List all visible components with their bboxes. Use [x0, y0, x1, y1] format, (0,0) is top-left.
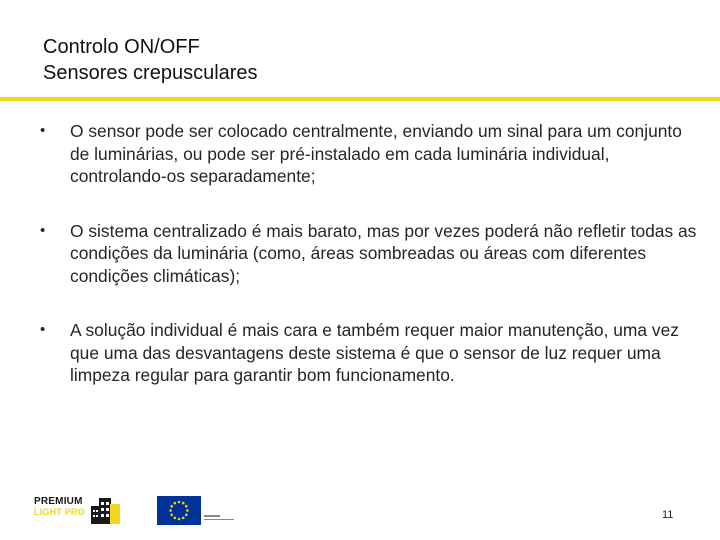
bullet-item	[30, 220, 700, 288]
eu-funding-logo	[157, 496, 235, 525]
title-divider	[0, 97, 720, 101]
bullet-marker: •	[40, 321, 46, 338]
bullet-text: O sistema centralizado é mais barato, mas por vezes poderá não refletir todas as condições da luminária (como, áreas sombreadas ou áreas com diferentes condições climáticas);	[70, 220, 697, 286]
title-line-1: Controlo ON/OFF	[43, 36, 200, 58]
building-icon	[89, 494, 123, 526]
bullet-marker: •	[40, 122, 46, 139]
bullet-text: O sensor pode ser colocado centralmente, enviando um sinal para um conjunto de luminárias, ou pode ser pré-instalado em cada luminária individual, controlando-os separadamente;	[70, 121, 682, 186]
page-number: 11	[662, 509, 674, 521]
bullet-list	[30, 120, 700, 419]
premium-light-pro-logo	[33, 494, 125, 526]
eu-fine-print	[204, 515, 236, 523]
eu-flag-icon	[157, 496, 201, 525]
bullet-text: A solução individual é mais cara e também requer maior manutenção, uma vez que uma das desvantagens deste sistema é que o sensor de luz requer uma limpeza regular para garantir bom funcionamento.	[70, 320, 679, 385]
bullet-item	[30, 319, 700, 387]
logo-text-light-pro: LIGHT PRO	[34, 507, 85, 517]
logo-text-premium: PREMIUM	[34, 496, 83, 507]
bullet-item	[30, 120, 700, 188]
slide-title	[43, 34, 258, 86]
title-line-2: Sensores crepusculares	[43, 62, 258, 84]
bullet-marker: •	[40, 221, 46, 239]
